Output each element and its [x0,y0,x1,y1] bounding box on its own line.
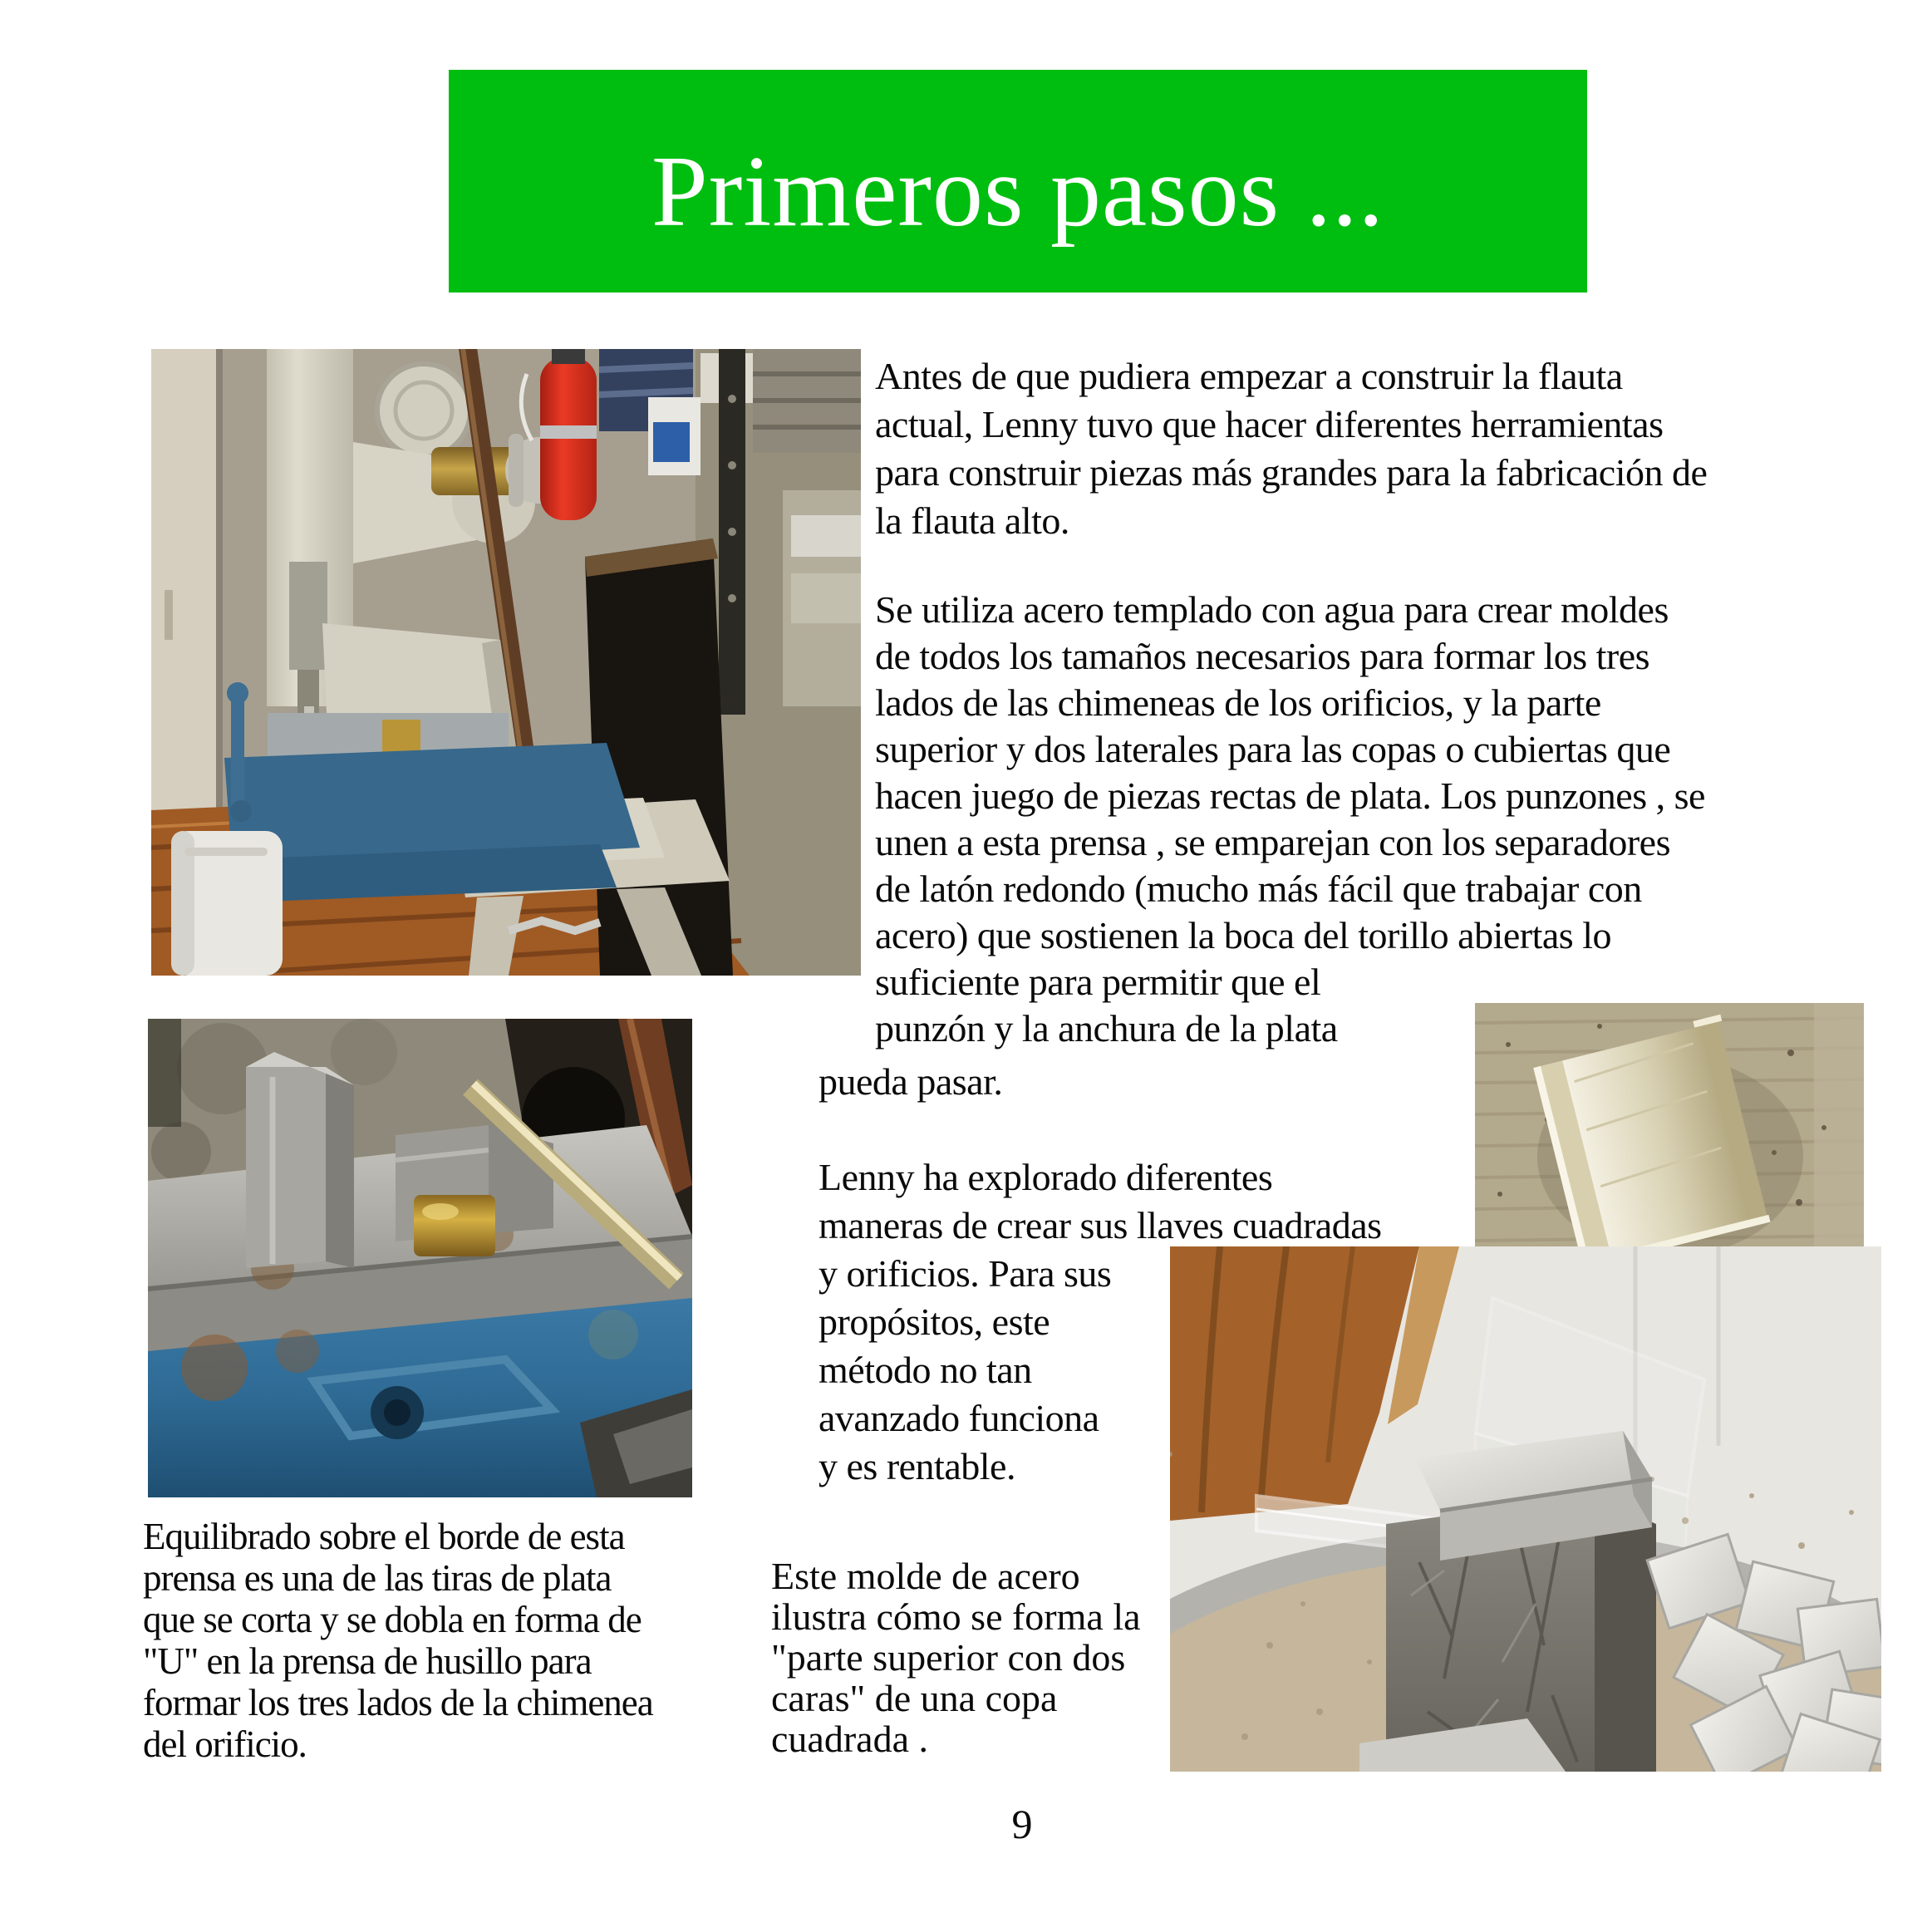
photo-arbor-press-illustration [151,349,861,976]
text-line: suficiente para permitir que el [875,961,1321,1003]
text-line: Lenny ha explorado diferentes [819,1156,1273,1198]
text-line: actual, Lenny tuvo que hacer diferentes herramientas [875,403,1664,445]
text-line: de latón redondo (mucho más fácil que trabajar con [875,868,1642,910]
caption-line: cuadrada . [771,1718,928,1760]
text-line: unen a esta prensa , se emparejan con los separadores [875,821,1670,863]
photo-arbor-press [151,349,861,976]
paragraph-intro [875,352,1707,545]
text-line: hacen juego de piezas rectas de plata. Los punzones , se [875,774,1705,817]
caption-line: "parte superior con dos [771,1636,1126,1679]
text-line: propósitos, este [819,1300,1050,1343]
caption-line: que se corta y se dobla en forma de [143,1599,642,1640]
text-line: acero) que sostienen la boca del torillo abiertas lo [875,914,1611,956]
caption-line: "U" en la prensa de husillo para [143,1640,592,1682]
text-line: método no tan [819,1349,1032,1391]
caption-line: prensa es una de las tiras de plata [143,1557,612,1599]
page-title: Primeros pasos ... [651,135,1385,248]
text-line: la flauta alto. [875,499,1069,542]
text-line: superior y dos laterales para las copas o cubiertas que [875,728,1671,770]
text-line: para construir piezas más grandes para la fabricación de [875,451,1708,494]
caption-mold-photo [771,1556,1141,1759]
caption-line: caras" de una copa [771,1677,1058,1719]
caption-line: Este molde de acero [771,1555,1080,1597]
page-number: 9 [1011,1801,1033,1847]
text-line: pueda pasar. [819,1060,1003,1103]
photo-vise-illustration [148,1019,692,1497]
caption-line: ilustra cómo se forma la [771,1595,1141,1638]
paragraph-molds [819,587,1705,1105]
text-line: lados de las chimeneas de los orificios, y la parte [875,681,1601,724]
photo-vise-closeup [148,1019,692,1497]
text-line: y es rentable. [819,1445,1015,1487]
title-banner [449,70,1587,293]
text-line: y orificios. Para sus [819,1252,1112,1295]
caption-vise-photo [143,1516,653,1765]
caption-line: Equilibrado sobre el borde de esta [143,1516,625,1557]
text-line: avanzado funciona [819,1397,1099,1439]
paragraph-methods [819,1153,1382,1491]
text-line: Antes de que pudiera empezar a construir la flauta [875,355,1623,397]
text-line: Se utiliza acero templado con agua para crear moldes [875,588,1669,631]
text-line: maneras de crear sus llaves cuadradas [819,1204,1382,1246]
text-line: punzón y la anchura de la plata [875,1007,1338,1050]
caption-line: del orificio. [143,1723,307,1765]
caption-line: formar los tres lados de la chimenea [143,1682,653,1723]
text-line: de todos los tamaños necesarios para formar los tres [875,635,1650,677]
